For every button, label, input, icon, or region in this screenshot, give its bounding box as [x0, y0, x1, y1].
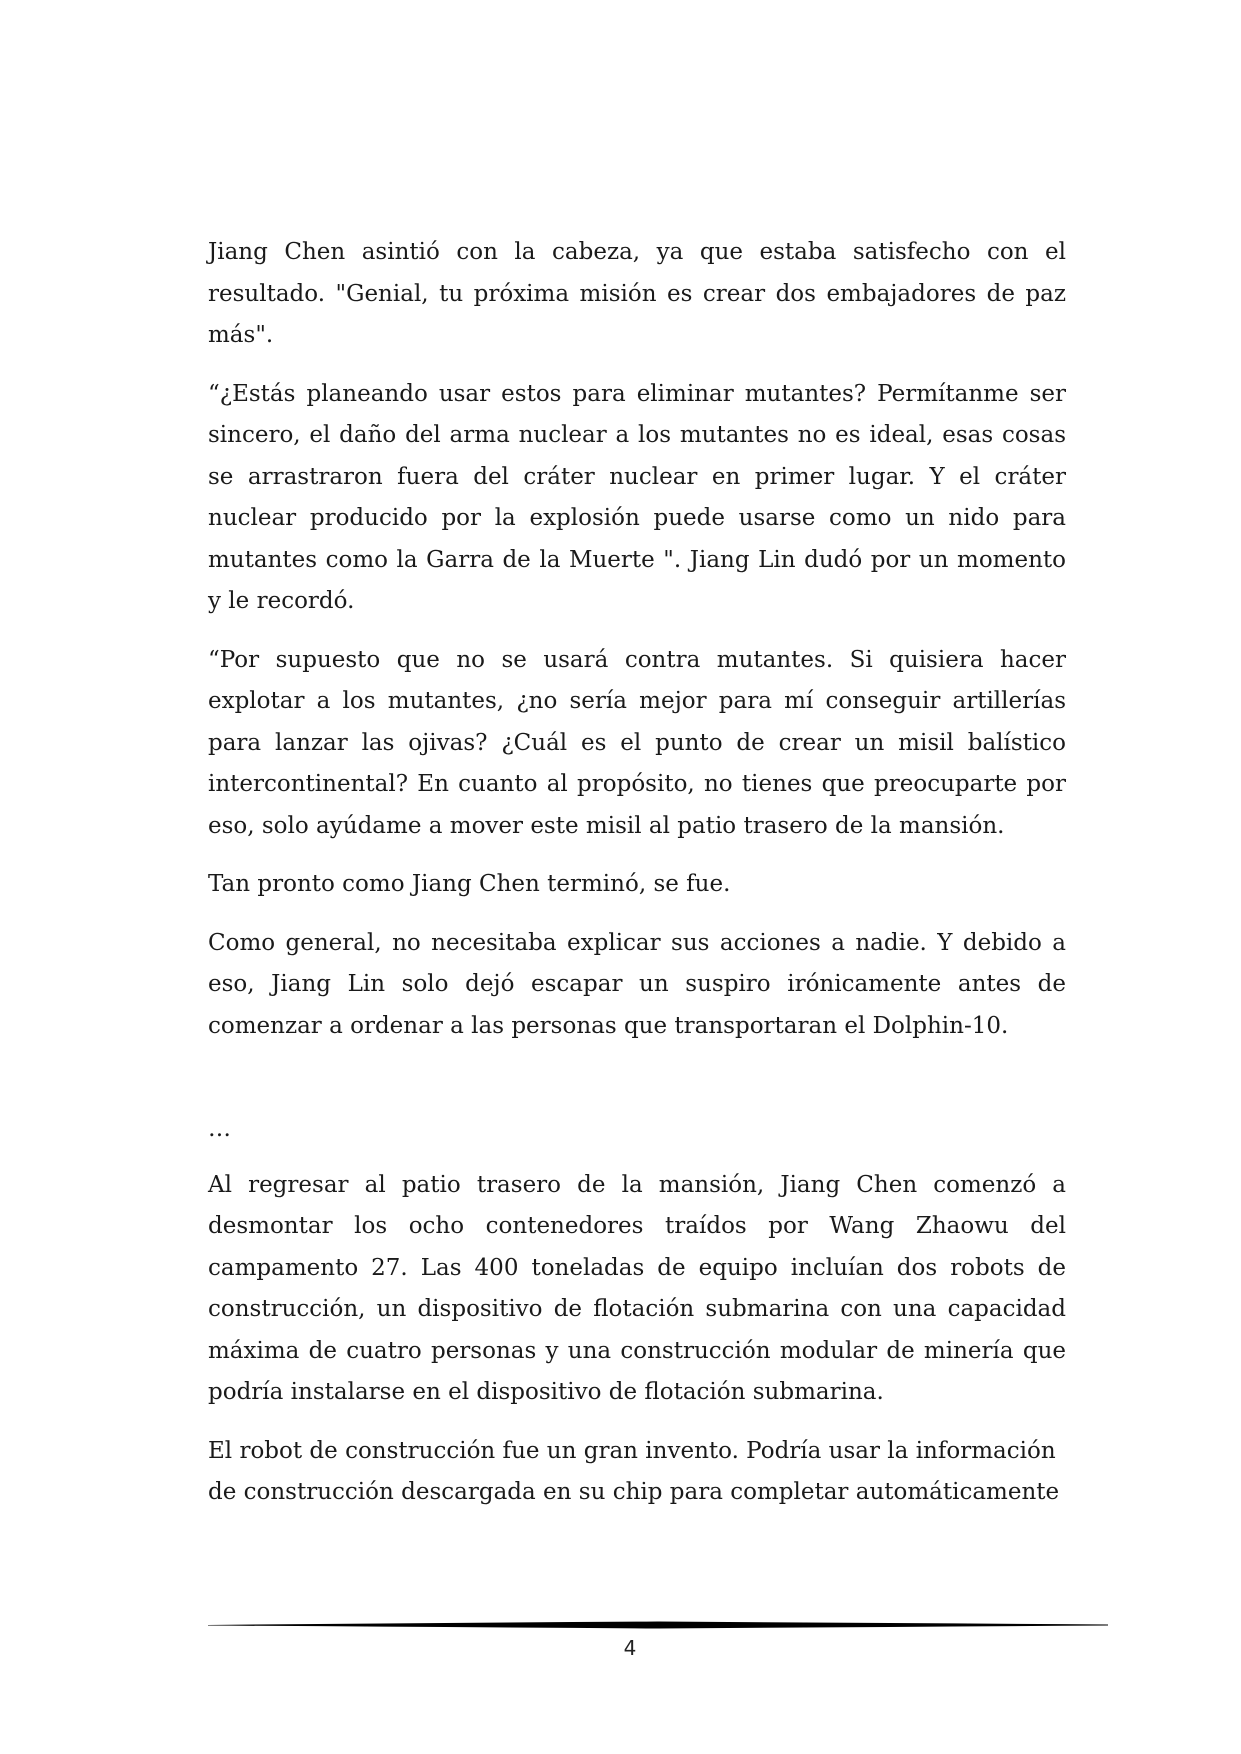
paragraph-7: El robot de construcción fue un gran invento. Podría usar la información de construcción descargada en su chip para completar automáticamente [208, 1437, 1060, 1505]
paragraph-1: Jiang Chen asintió con la cabeza, ya que estaba satisfecho con el resultado. "Genial, tu próxima misión es crear dos embajadores de paz más". [208, 239, 1066, 348]
body-text [208, 232, 1066, 1531]
footer-rule [208, 1620, 1108, 1630]
section-separator: … [208, 1116, 231, 1142]
paragraph-4: Tan pronto como Jiang Chen terminó, se fue. [208, 871, 731, 897]
paragraph-6: Al regresar al patio trasero de la mansión, Jiang Chen comenzó a desmontar los ocho contenedores traídos por Wang Zhaowu del campamento 27. Las 400 toneladas de equipo incluían dos robots de construcción, un dispositivo de flotación submarina con una capacidad máxima de cuatro personas y una construcción modular de minería que podría instalarse en el dispositivo de flotación submarina. [208, 1171, 1066, 1405]
paragraph-2: “¿Estás planeando usar estos para eliminar mutantes? Permítanme ser sincero, el daño del arma nuclear a los mutantes no es ideal, esas cosas se arrastraron fuera del cráter nuclear en primer lugar. Y el cráter nuclear producido por la explosión puede usarse como un nido para mutantes como la Garra de la Muerte ". Jiang Lin dudó por un momento y le recordó. [208, 380, 1066, 614]
page-number: 4 [623, 1636, 637, 1660]
paragraph-3: “Por supuesto que no se usará contra mutantes. Si quisiera hacer explotar a los mutantes, ¿no sería mejor para mí conseguir artillerías para lanzar las ojivas? ¿Cuál es el punto de crear un misil balístico intercontinental? En cuanto al propósito, no tienes que preocuparte por eso, solo ayúdame a mover este misil al patio trasero de la mansión. [208, 646, 1066, 839]
paragraph-5: Como general, no necesitaba explicar sus acciones a nadie. Y debido a eso, Jiang Lin solo dejó escapar un suspiro irónicamente antes de comenzar a ordenar a las personas que transportaran el Dolphin-10. [208, 929, 1066, 1039]
